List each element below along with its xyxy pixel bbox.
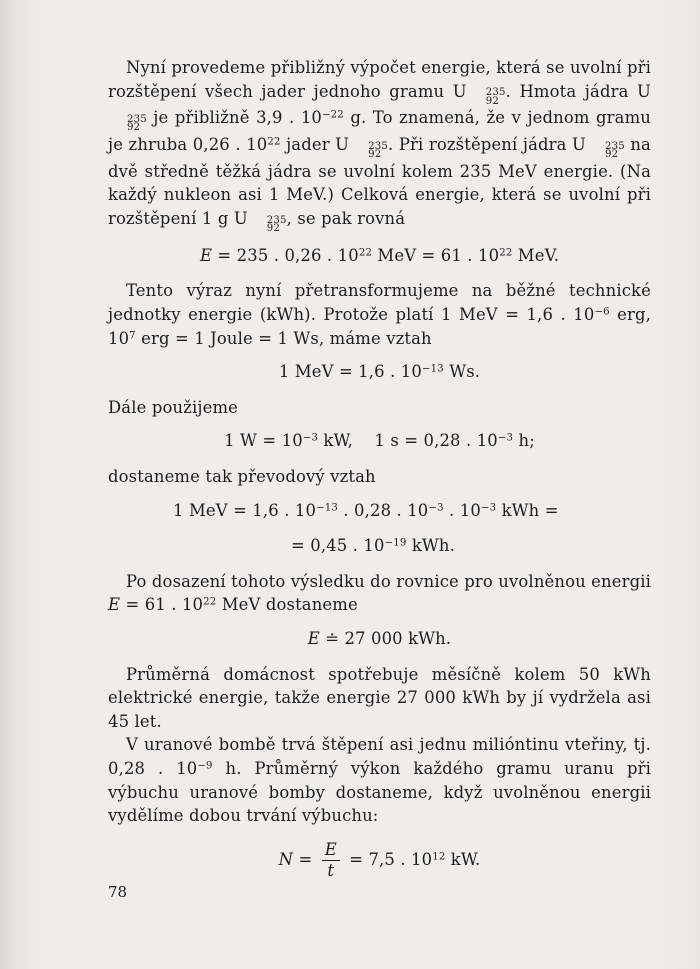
paragraph-substitution: Po dosazení tohoto výsledku do rovnice pro uvolněnou energii E = 61 . $10^{22}$ MeV dostaneme (108, 571, 651, 615)
paragraph-intro: Nyní provedeme přibližný výpočet energie, která se uvolní při rozštěpení všech jader jednoho gramu U 235 92 . Hmota jádra U 235 92 je přibližně 3,9 . $10^{-22}$ g. To znamená, že v jednom gramu je zhruba 0,26 . $10^{22}$ jader U 235 92 . Při rozštěpení jádra U 235 92 na dvě středně těžká jádra se uvolní kolem 235 MeV energie. (Na každý nukleon asi 1 MeV.) Celková energie, která se uvolní při rozštěpení 1 g U 235 92 , se pak rovná (108, 58, 651, 235)
fraction: $\frac{E}{t}$ (322, 840, 340, 881)
equation-total-energy: E = 235 . 0,26 . $10^{22}$ MeV = 61 . $10^{22}$ MeV. (199, 245, 560, 265)
page-content (108, 56, 651, 893)
equation-mev-ws: 1 MeV = 1,6 . $10^{-13}$ Ws. (278, 362, 481, 382)
isotope-label: 235 92 (127, 113, 147, 134)
paragraph-units: Tento výraz nyní přetransformujeme na běžné technické jednotky energie (kWh). Protože platí 1 MeV = 1,6 . $10^{-6}$ erg, $10^7$ erg = 1 Joule = 1 Ws, máme vztah (108, 281, 651, 348)
paragraph-next: Dále použijeme (108, 397, 238, 417)
isotope-label: 235 92 (605, 140, 625, 161)
isotope-label: 235 92 (368, 140, 388, 161)
page-number: 78 (108, 883, 128, 901)
equation-energy-kwh: E ≐ 27 000 kWh. (307, 628, 452, 648)
isotope-label: 235 92 (266, 214, 287, 235)
paragraph-household: Průměrná domácnost spotřebuje měsíčně kolem 50 kWh elektrické energie, takže energie 27 000 kWh by jí vydržela asi 45 let. (108, 664, 651, 731)
paragraph-bomb: V uranové bombě trvá štěpení asi jednu milióntinu vteřiny, tj. 0,28 . $10^{-9}$ h. Průměrný výkon každého gramu uranu při výbuchu uranové bomby dostaneme, když uvolněnou energii vydělíme dobou trvání výbuchu: (108, 735, 651, 826)
equation-power: N = $\frac{E}{t}$ = 7,5 . $10^{12}$ kW. (278, 839, 481, 880)
equation-conversion-2: = 0,45 . $10^{-19}$ kWh. (291, 536, 455, 556)
equation-w-s: 1 $W = 10^{-3}$ kW, 1 s = 0,28 . $10^{-3}$ h; (224, 431, 535, 451)
isotope-label: 235 92 (485, 87, 506, 107)
equation-conversion-1: 1 MeV = 1,6 . $10^{-13}$ . 0,28 . $10^{-3}$ . $10^{-3}$ kWh = (173, 500, 559, 520)
paragraph-conversion: dostaneme tak převodový vztah (108, 467, 376, 486)
